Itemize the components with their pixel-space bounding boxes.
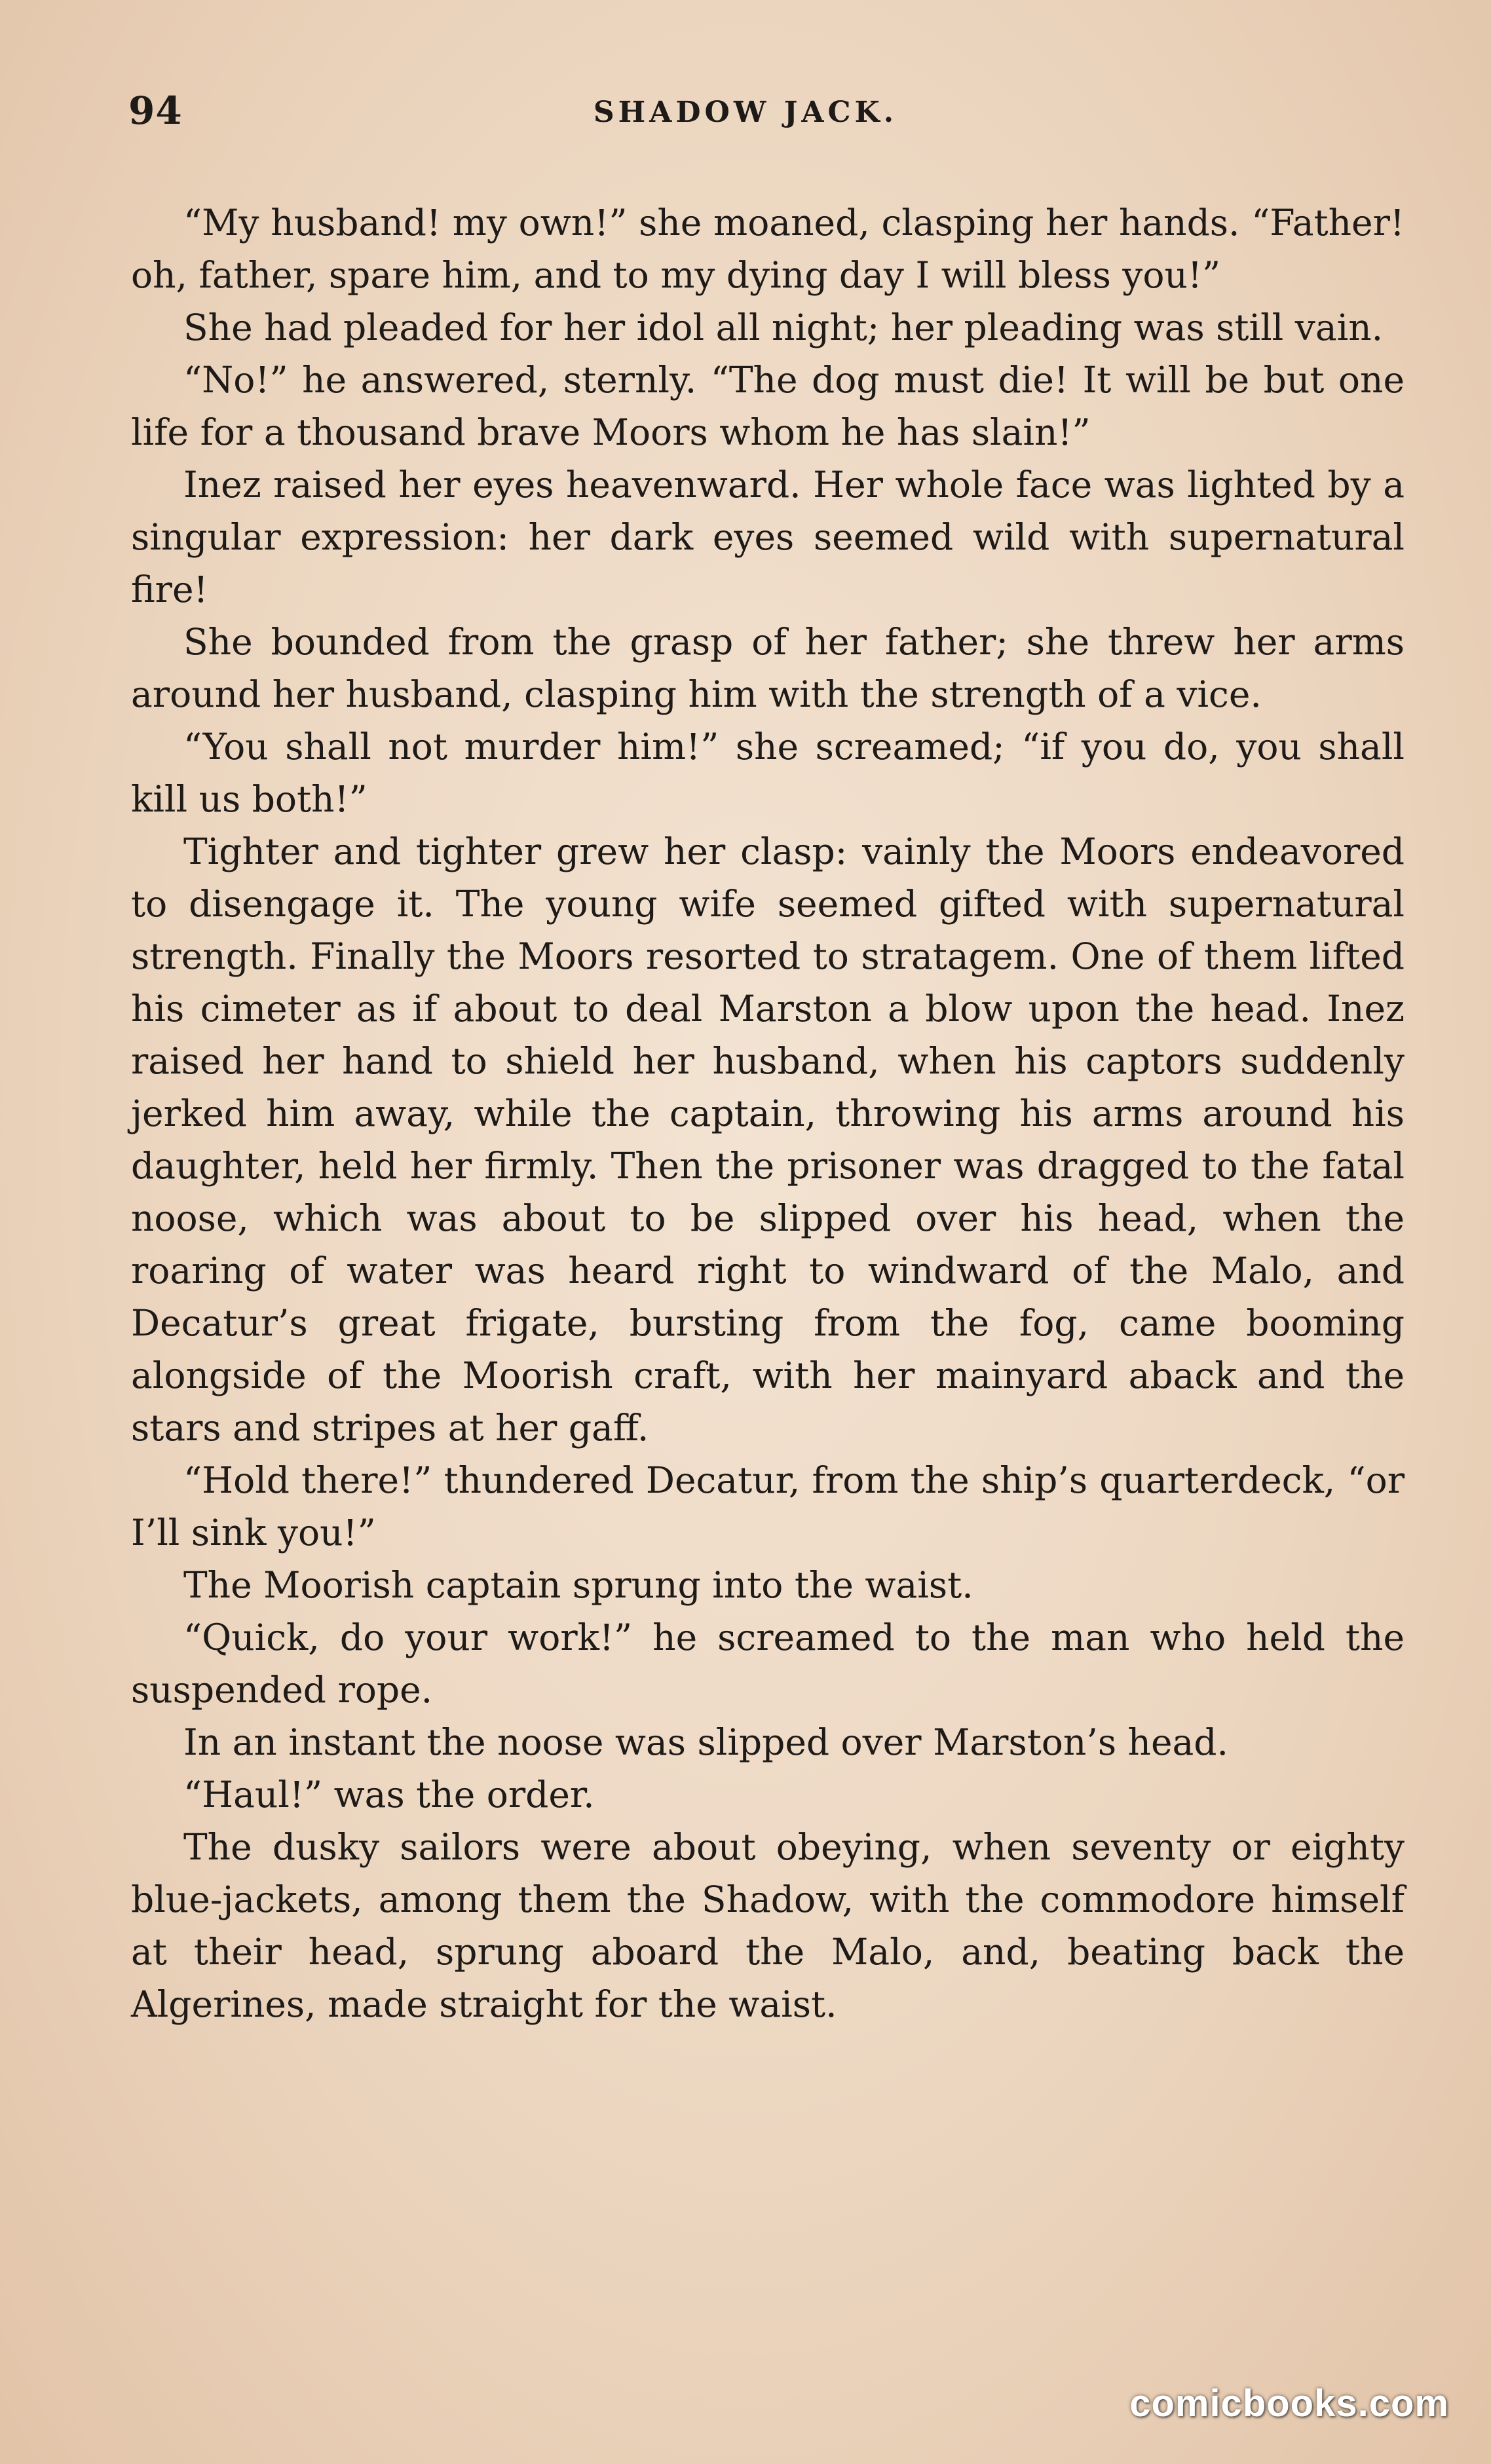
paragraph: The dusky sailors were about obeying, when seventy or eighty blue-jackets, among them the Shadow, with the commodore himself at their head, sprung aboard the Malo, and, beating back the Algerines, made straight for the waist.: [131, 1826, 1405, 2025]
paragraph: The Moorish captain sprung into the waist.: [183, 1564, 973, 1606]
paragraph: “No!” he answered, sternly. “The dog must die! It will be but one life for a thousand brave Moors whom he has slain!”: [131, 359, 1405, 453]
paragraph: “Haul!” was the order.: [183, 1774, 595, 1816]
page-number: 94: [128, 88, 183, 133]
paragraph: She had pleaded for her idol all night; her pleading was still vain.: [183, 307, 1384, 348]
paragraph: “Hold there!” thundered Decatur, from the ship’s quarterdeck, “or I’ll sink you!”: [131, 1459, 1405, 1554]
paragraph: “Quick, do your work!” he screamed to the man who held the suspended rope.: [131, 1616, 1405, 1711]
paragraph: In an instant the noose was slipped over Marston’s head.: [183, 1721, 1228, 1763]
paragraph: She bounded from the grasp of her father; she threw her arms around her husband, clasping him with the strength of a vice.: [131, 621, 1405, 715]
running-title: SHADOW JACK.: [593, 96, 898, 129]
paragraph: “My husband! my own!” she moaned, clasping her hands. “Father! oh, father, spare him, and to my dying day I will bless you!”: [131, 202, 1405, 296]
body-text: [131, 196, 1405, 2030]
paragraph: Inez raised her eyes heavenward. Her whole face was lighted by a singular expression: her dark eyes seemed wild with supernatural fire!: [131, 464, 1405, 610]
paragraph: “You shall not murder him!” she screamed; “if you do, you shall kill us both!”: [131, 726, 1405, 820]
paragraph: Tighter and tighter grew her clasp: vainly the Moors endeavored to disengage it. The young wife seemed gifted with supernatural strength. Finally the Moors resorted to stratagem. One of them lifted his cimeter as if about to deal Marston a blow upon the head. Inez raised her hand to shield her husband, when his captors suddenly jerked him away, while the captain, throwing his arms around his daughter, held her firmly. Then the prisoner was dragged to the fatal noose, which was about to be slipped over his head, when the roaring of water was heard right to windward of the Malo, and Decatur’s great frigate, bursting from the fog, came booming alongside of the Moorish craft, with her mainyard aback and the stars and stripes at her gaff.: [131, 831, 1405, 1449]
watermark: comicbooks.com: [1129, 2382, 1449, 2425]
